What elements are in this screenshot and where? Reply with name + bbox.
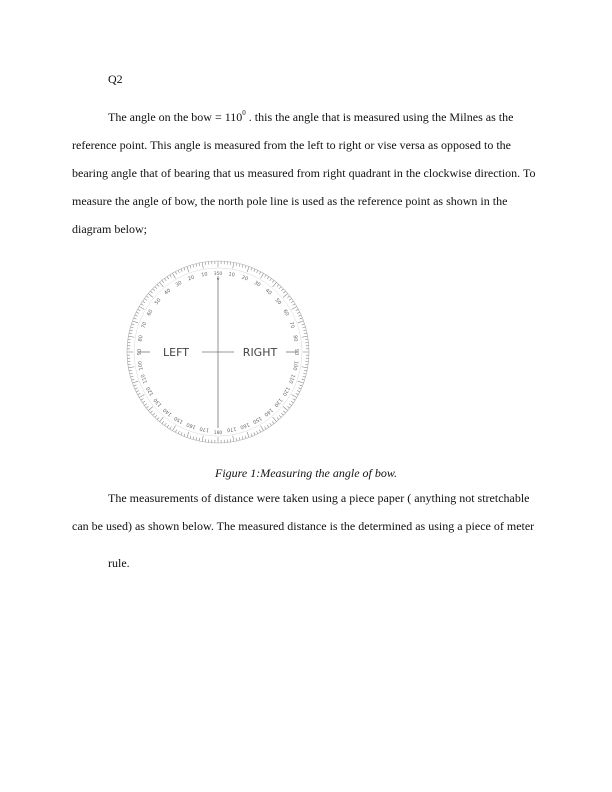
paragraph1-line4: measure the angle of bow, the north pole line is used as the reference point as shown in the [72, 194, 508, 208]
svg-text:80: 80 [291, 334, 299, 343]
svg-text:20: 20 [240, 274, 249, 283]
figure-caption: Figure 1:Measuring the angle of bow. [215, 466, 397, 480]
bottom-label-180: 180 [213, 431, 223, 436]
protractor-figure [118, 256, 318, 448]
question-heading: Q2 [108, 72, 123, 86]
svg-text:140: 140 [262, 406, 274, 418]
degree-superscript: 0 [242, 109, 246, 117]
protractor-diagram [118, 256, 318, 448]
svg-text:170: 170 [226, 425, 237, 433]
paragraph1-line2: reference point. This angle is measured from the left to right or vise versa as opposed to the [72, 138, 511, 152]
top-label-0: 0 [216, 277, 220, 282]
paragraph2-line1: The measurements of distance were taken using a piece paper ( anything not stretchable [108, 491, 530, 505]
right-label: RIGHT [242, 346, 278, 359]
svg-text:20: 20 [187, 274, 196, 283]
svg-text:100: 100 [137, 360, 145, 371]
svg-text:80: 80 [137, 334, 145, 343]
svg-text:10: 10 [227, 271, 236, 279]
svg-text:70: 70 [287, 321, 296, 330]
svg-text:120: 120 [145, 385, 156, 397]
svg-text:110: 110 [140, 373, 149, 385]
svg-text:100: 100 [291, 360, 299, 371]
svg-text:40: 40 [163, 287, 173, 297]
svg-text:70: 70 [140, 321, 149, 330]
svg-text:30: 30 [174, 280, 184, 289]
svg-text:170: 170 [199, 425, 210, 433]
svg-text:90: 90 [293, 348, 300, 356]
svg-text:150: 150 [173, 414, 185, 425]
top-label-350: 350 [213, 272, 223, 277]
paragraph1-line1 [108, 110, 513, 124]
svg-text:40: 40 [263, 287, 273, 297]
text: The angle on the bow = 110 [108, 110, 243, 124]
paragraph2-line3: rule. [108, 556, 130, 570]
svg-text:90: 90 [136, 348, 143, 356]
svg-text:30: 30 [252, 280, 262, 289]
svg-text:150: 150 [251, 414, 263, 425]
svg-text:160: 160 [239, 421, 251, 430]
paragraph1-line5: diagram below; [72, 222, 147, 236]
svg-text:120: 120 [280, 385, 291, 397]
svg-text:130: 130 [272, 396, 284, 408]
svg-text:60: 60 [146, 308, 155, 318]
svg-text:130: 130 [152, 396, 164, 408]
svg-text:50: 50 [153, 297, 163, 307]
svg-text:140: 140 [162, 406, 174, 418]
svg-text:160: 160 [185, 421, 197, 430]
svg-text:60: 60 [281, 308, 290, 318]
svg-text:10: 10 [200, 271, 209, 279]
paragraph2-line2: can be used) as shown below. The measured distance is the determined as using a piece of meter [72, 519, 535, 533]
text: . this the angle that is measured using the Milnes as the [245, 110, 514, 124]
svg-text:110: 110 [287, 373, 296, 385]
left-label: LEFT [163, 346, 189, 359]
paragraph1-line3: bearing angle that of bearing that us measured from right quadrant in the clockwise direction. To [72, 166, 536, 180]
svg-text:50: 50 [273, 297, 283, 307]
